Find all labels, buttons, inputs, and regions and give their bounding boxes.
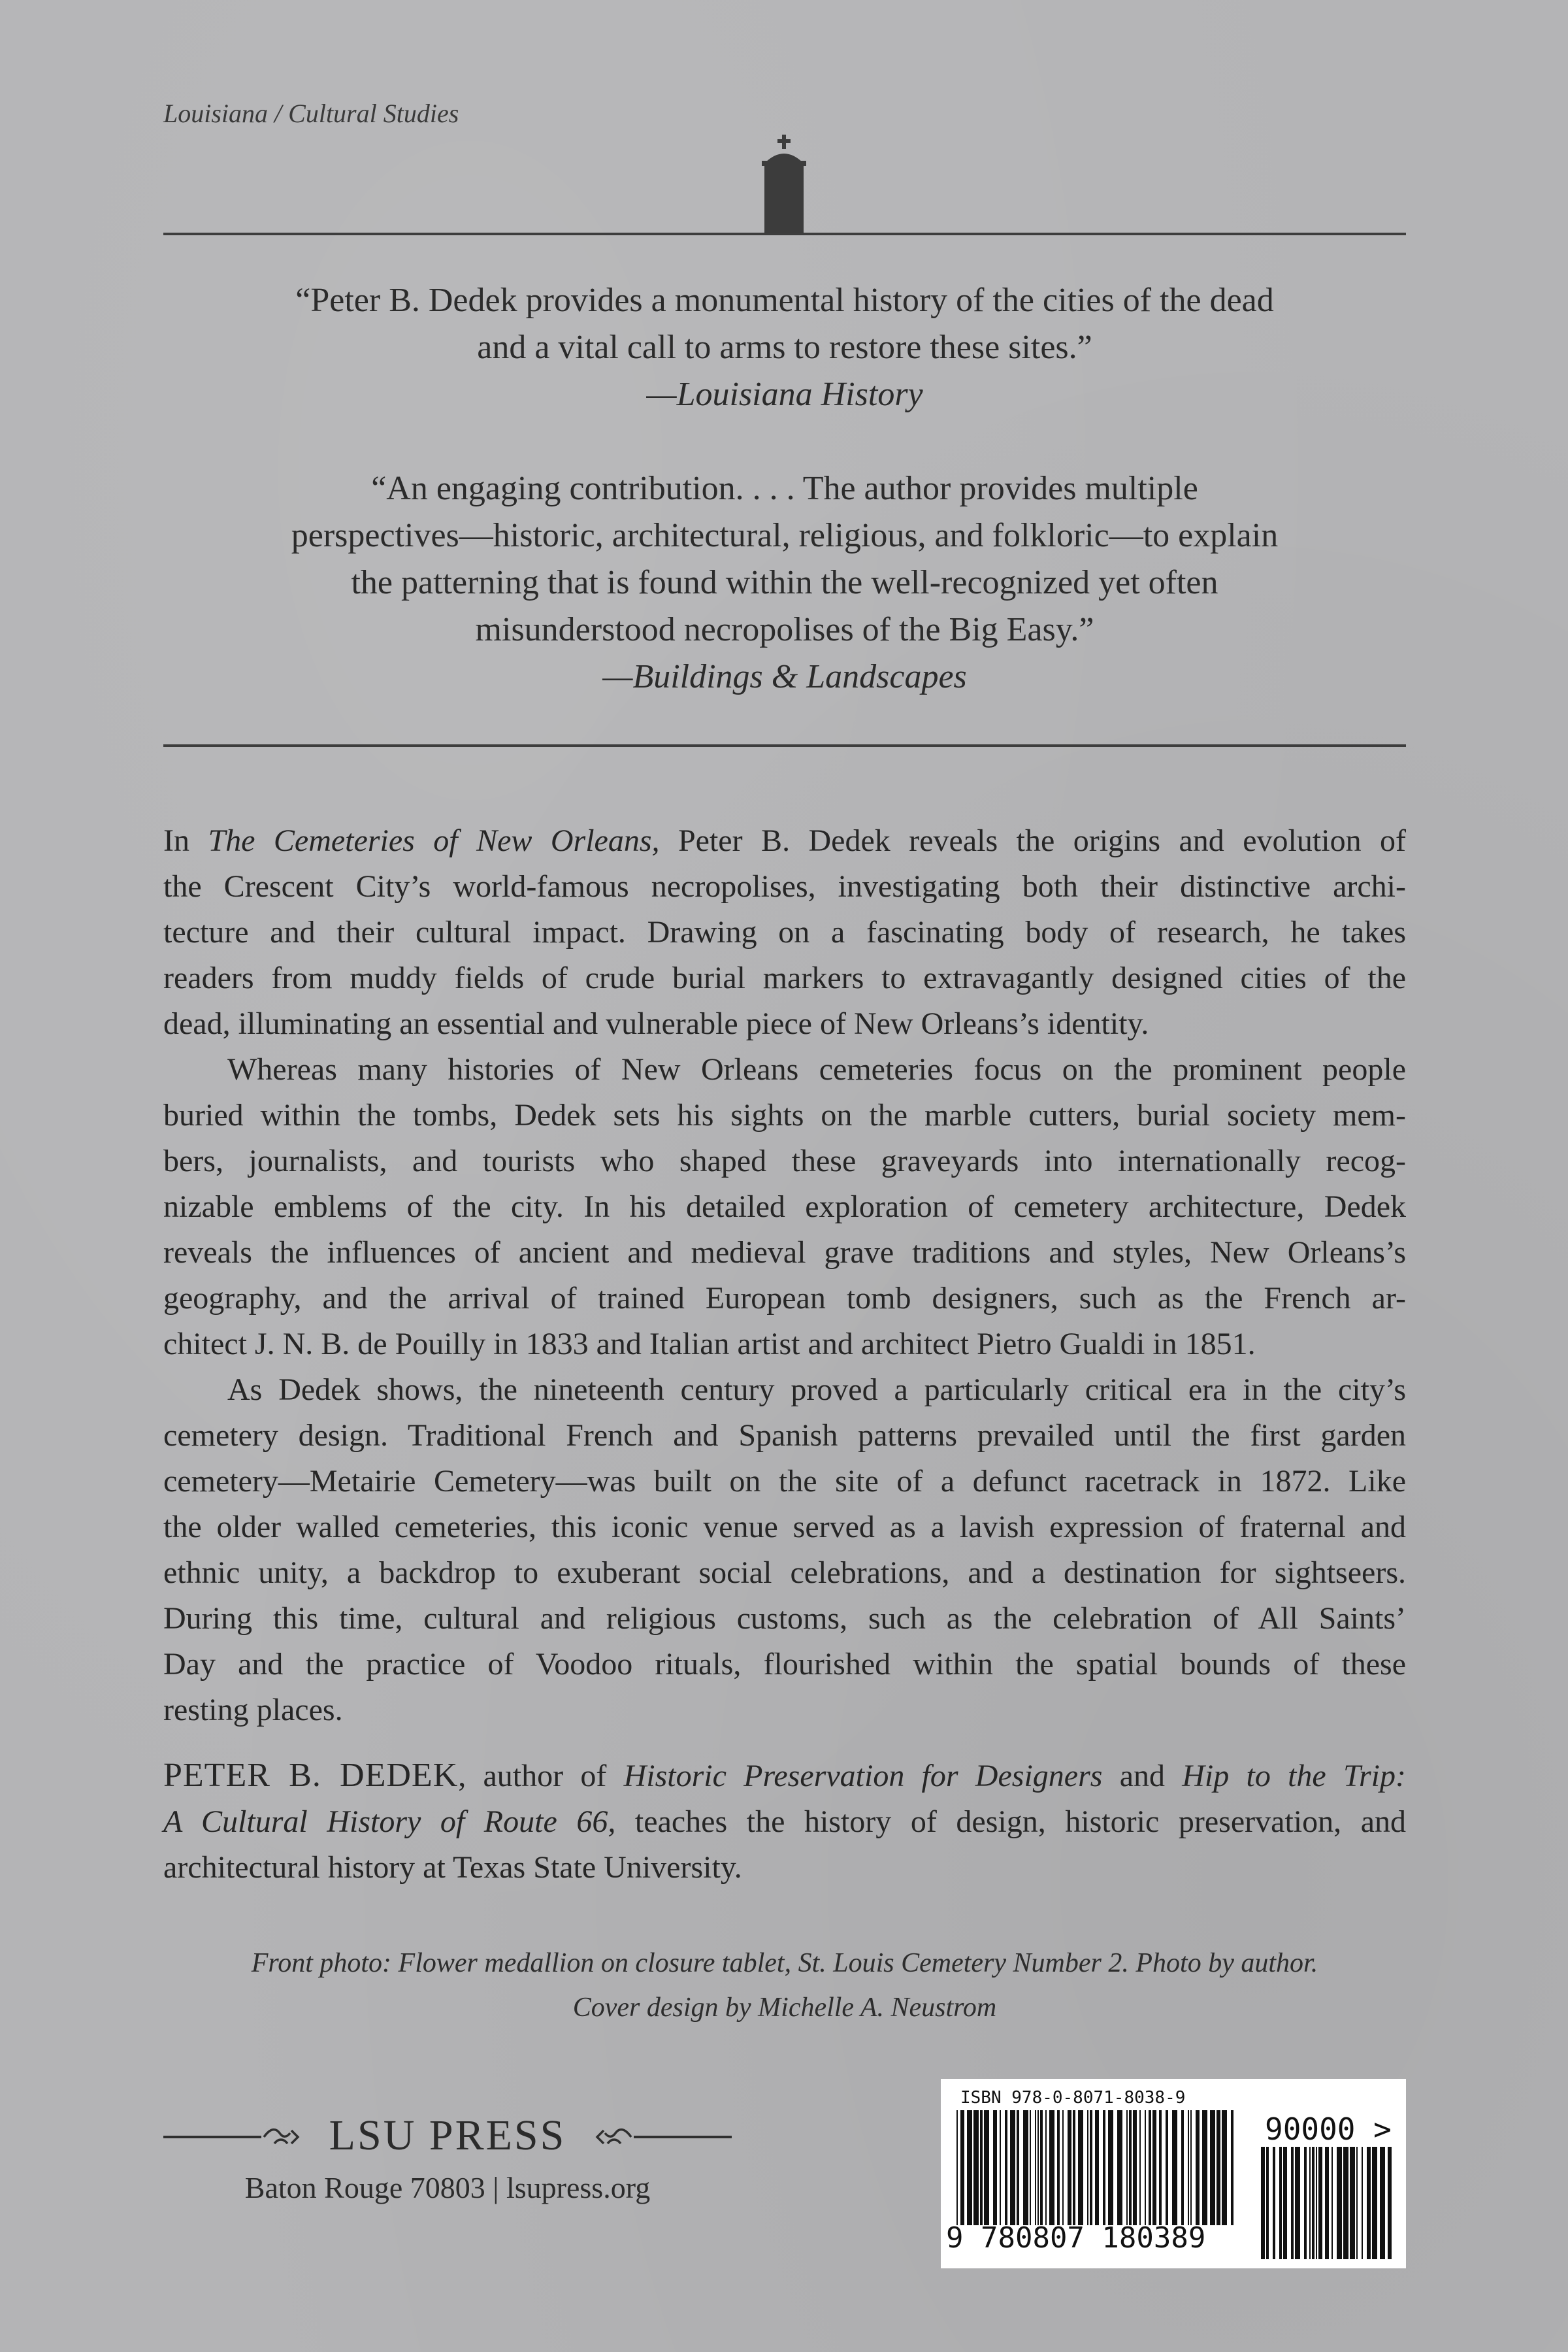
barcode-bar <box>1095 2110 1099 2225</box>
description-line <box>163 818 1406 864</box>
barcode-bar <box>1188 2110 1189 2225</box>
barcode-bar <box>1337 2147 1342 2259</box>
quote-line: “An engaging contribution. . . . The author provides multiple <box>371 470 1198 507</box>
quote-line: perspectives—historic, architectural, religious, and folkloric—to explain <box>291 517 1279 554</box>
description-line: resting places. <box>163 1693 343 1727</box>
barcode-bar <box>1040 2110 1043 2225</box>
description-line: chitect J. N. B. de Pouilly in 1833 and Italian artist and architect Pietro Gualdi in 1851. <box>163 1327 1256 1361</box>
barcode-bar <box>1000 2110 1001 2225</box>
barcode-bar <box>1078 2110 1083 2225</box>
barcode-bar <box>1279 2147 1282 2259</box>
barcode-bar <box>1380 2147 1385 2259</box>
barcode-bar <box>1304 2147 1307 2259</box>
logo-rule <box>634 2136 732 2138</box>
barcode-bar <box>1372 2147 1377 2259</box>
barcode-bar <box>1108 2110 1113 2225</box>
barcode-bar <box>1291 2147 1294 2259</box>
isbn-number: ISBN 978-0-8071-8038-9 <box>960 2088 1186 2108</box>
description-line: cemetery—Metairie Cemetery—was built on the site of a defunct racetrack in 1872. Like <box>163 1464 1406 1499</box>
barcode-bar <box>1126 2110 1128 2225</box>
spacer <box>163 1733 1406 1753</box>
description-line: Whereas many histories of New Orleans cemeteries focus on the prominent people <box>227 1052 1406 1087</box>
barcode-bar <box>1202 2110 1207 2225</box>
barcode-bar <box>1133 2110 1137 2225</box>
barcode-bar <box>1045 2110 1047 2225</box>
photo-credit: Front photo: Flower medallion on closure tablet, St. Louis Cemetery Number 2. Photo by author. <box>251 1948 1318 1978</box>
barcode-bar <box>1222 2110 1227 2225</box>
barcode-bar <box>1152 2110 1156 2225</box>
book-title: Hip to the Trip: <box>1182 1759 1407 1793</box>
design-credit: Cover design by Michelle A. Neustrom <box>572 1993 997 2023</box>
description-line: buried within the tombs, Dedek sets his sights on the marble cutters, burial society mem- <box>163 1098 1406 1133</box>
author-bio-line: architectural history at Texas State University. <box>163 1850 742 1885</box>
barcode-bar <box>1388 2147 1392 2259</box>
barcode-bar <box>1181 2110 1184 2225</box>
quote-line: and a vital call to arms to restore these sites.” <box>477 329 1092 366</box>
barcode-bar <box>1356 2147 1358 2259</box>
barcode-bar <box>960 2110 964 2225</box>
barcode-bar <box>1087 2110 1088 2225</box>
barcode-bar <box>1129 2110 1132 2225</box>
barcode-bar <box>1190 2110 1192 2225</box>
ornament-icon <box>595 2124 634 2150</box>
publisher-name: LSU PRESS <box>329 2112 566 2159</box>
barcode-bar <box>956 2110 958 2225</box>
description-line: dead, illuminating an essential and vulnerable piece of New Orleans’s identity. <box>163 1006 1149 1041</box>
barcode-bar <box>993 2110 997 2225</box>
price-addon-bars <box>1261 2147 1392 2259</box>
author-bio-line <box>163 1799 1406 1845</box>
description-line: ethnic unity, a backdrop to exuberant social celebrations, and a destination for sightseers. <box>163 1555 1406 1590</box>
review-quote-1 <box>163 277 1406 418</box>
middle-divider <box>163 744 1406 747</box>
barcode-bar <box>1350 2147 1355 2259</box>
description-line: geography, and the arrival of trained European tomb designers, such as the French ar- <box>163 1281 1406 1316</box>
text-span: and <box>1102 1759 1183 1793</box>
barcode-bar <box>1010 2110 1015 2225</box>
barcode-bar <box>1159 2110 1162 2225</box>
text-span: teaches the history of design, historic preservation, and <box>615 1804 1406 1839</box>
barcode-bar <box>1266 2147 1269 2259</box>
tomb-icon <box>758 135 810 234</box>
barcode-bar <box>1062 2110 1064 2225</box>
book-description <box>163 818 1406 1891</box>
description-line: tecture and their cultural impact. Drawing on a fascinating body of research, he takes <box>163 915 1406 950</box>
publisher-logo <box>163 2110 732 2162</box>
top-divider <box>163 233 1406 235</box>
barcode-bar <box>1090 2110 1092 2225</box>
barcode-bar <box>1172 2110 1177 2225</box>
description-line: cemetery design. Traditional French and Spanish patterns prevailed until the first garden <box>163 1418 1406 1453</box>
barcode-bar <box>1325 2147 1329 2259</box>
barcode-bar <box>1196 2110 1200 2225</box>
barcode-bar <box>984 2110 989 2225</box>
barcode-bar <box>1367 2147 1371 2259</box>
barcode-bar <box>1057 2110 1060 2225</box>
description-line: During this time, cultural and religious customs, such as the celebration of All Saints’ <box>163 1601 1406 1636</box>
barcode-bar <box>1103 2110 1105 2225</box>
barcode-bar <box>1139 2110 1141 2225</box>
barcode-bar <box>1145 2110 1146 2225</box>
quote-source: —Buildings & Landscapes <box>602 658 967 695</box>
barcode-bar <box>1030 2110 1031 2225</box>
barcode-bar <box>1316 2147 1317 2259</box>
book-title: Historic Preservation for Designers <box>623 1759 1103 1793</box>
price-code: 90000 > <box>1265 2112 1392 2147</box>
barcode-bar <box>1149 2110 1151 2225</box>
author-name: PETER B. DEDEK <box>163 1757 459 1794</box>
review-quote-2 <box>163 465 1406 701</box>
author-bio-line <box>163 1753 1406 1799</box>
description-line: the older walled cemeteries, this iconic venue served as a lavish expression of fraternal and <box>163 1510 1406 1544</box>
barcode-bar <box>1049 2110 1054 2225</box>
description-line: reveals the influences of ancient and medieval grave traditions and styles, New Orleans’s <box>163 1235 1406 1270</box>
description-line: nizable emblems of the city. In his detailed exploration of cemetery architecture, Dedek <box>163 1189 1406 1224</box>
barcode-bar <box>1283 2147 1287 2259</box>
text-span: In <box>163 823 208 858</box>
barcode-bar <box>1017 2110 1019 2225</box>
barcode-bar <box>1312 2147 1315 2259</box>
book-title: A Cultural History of Route 66, <box>163 1804 616 1839</box>
description-line: the Crescent City’s world-famous necropolises, investigating both their distinctive archi- <box>163 869 1406 904</box>
description-line: Day and the practice of Voodoo rituals, flourished within the spatial bounds of these <box>163 1647 1406 1681</box>
barcode-bar <box>1273 2147 1275 2259</box>
quote-source: —Louisiana History <box>646 376 923 413</box>
barcode-bar <box>1023 2110 1028 2225</box>
quote-line: “Peter B. Dedek provides a monumental history of the cities of the dead <box>295 282 1274 319</box>
barcode-bar <box>1231 2110 1233 2225</box>
quote-line: the patterning that is found within the well-recognized yet often <box>351 564 1218 601</box>
isbn-barcode <box>941 2079 1406 2268</box>
barcode-bar <box>1217 2110 1220 2225</box>
publisher-address: Baton Rouge 70803 | lsupress.org <box>244 2171 651 2204</box>
barcode-bar <box>980 2110 983 2225</box>
barcode-bar <box>1343 2147 1348 2259</box>
barcode-bar <box>1005 2110 1007 2225</box>
description-line: readers from muddy fields of crude burial markers to extravagantly designed cities of the <box>163 961 1406 995</box>
text-span: , author of <box>458 1759 624 1793</box>
description-line: As Dedek shows, the nineteenth century proved a particularly critical era in the city’s <box>227 1372 1406 1407</box>
barcode-bar <box>1037 2110 1039 2225</box>
barcode-bar <box>1261 2147 1265 2259</box>
barcode-bar <box>1073 2110 1075 2225</box>
barcode-bar <box>967 2110 972 2225</box>
quote-line: misunderstood necropolises of the Big Easy.” <box>475 611 1094 648</box>
book-title: The Cemeteries of New Orleans, <box>208 823 660 858</box>
barcode-digits: 9 780807 180389 <box>946 2221 1206 2255</box>
barcode-bar <box>1068 2110 1071 2225</box>
barcode-bar <box>1210 2110 1215 2225</box>
barcode-bar <box>1117 2110 1122 2225</box>
barcode-bar <box>1166 2110 1168 2225</box>
cover-credits <box>163 1941 1406 2030</box>
barcode-bar <box>1309 2147 1311 2259</box>
barcode-bar <box>1331 2147 1333 2259</box>
barcode-bar <box>1318 2147 1322 2259</box>
text-span: Peter B. Dedek reveals the origins and evolution of <box>659 823 1406 858</box>
barcode-bar <box>973 2110 979 2225</box>
barcode-bar <box>1035 2110 1036 2225</box>
barcode-bar <box>1295 2147 1300 2259</box>
barcode-bar <box>1362 2147 1363 2259</box>
ean-barcode-bars <box>956 2110 1237 2225</box>
description-line: bers, journalists, and tourists who shaped these graveyards into internationally recog- <box>163 1144 1406 1178</box>
category-label: Louisiana / Cultural Studies <box>163 99 459 128</box>
